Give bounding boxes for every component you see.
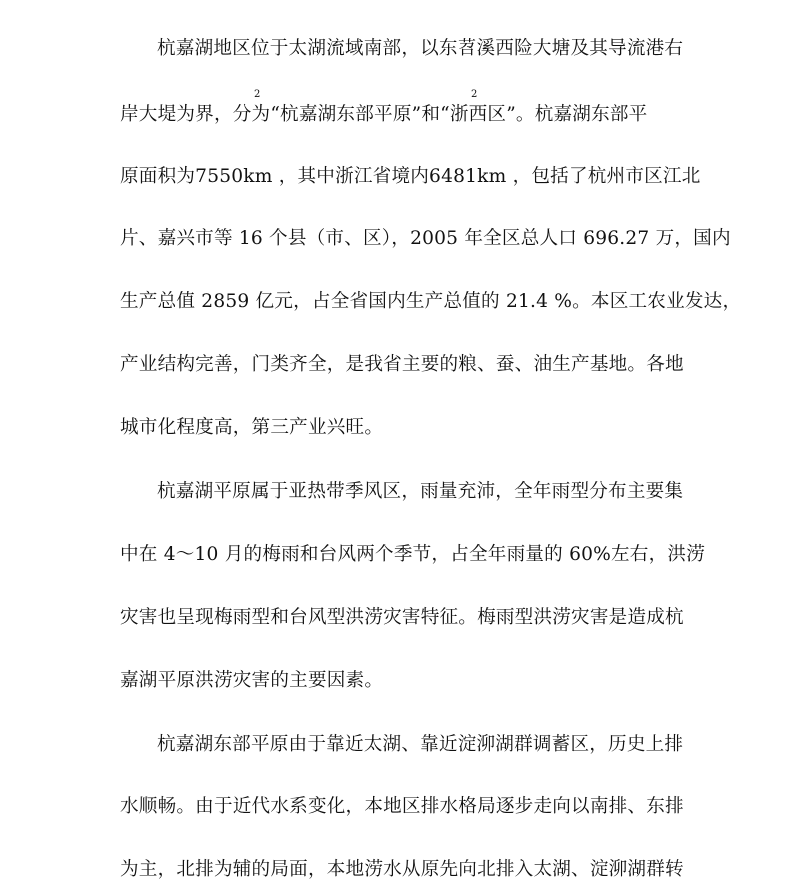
text-line-5: 生产总值 2859 亿元，占全省国内生产总值的 21.4 %。本区工农业发达， — [120, 291, 742, 312]
text-line-2: 岸大堤为界，分为“杭嘉湖东部平原”和“浙西区”。杭嘉湖东部平 — [120, 104, 648, 125]
text-line-4: 片、嘉兴市等 16 个县（市、区），2005 年全区总人口 696.27 万，国内 — [120, 228, 731, 249]
text-line-14: 为主，北排为辅的局面，本地涝水从原先向北排入太湖、淀泖湖群转 — [120, 859, 684, 880]
text-line-10: 灾害也呈现梅雨型和台风型洪涝灾害特征。梅雨型洪涝灾害是造成杭 — [120, 607, 684, 628]
text-line-13: 水顺畅。由于近代水系变化，本地区排水格局逐步走向以南排、东排 — [120, 796, 684, 817]
text-line-3: 原面积为7550km ，其中浙江省境内6481km ，包括了杭州市区江北 — [120, 166, 701, 187]
text-line-1: 杭嘉湖地区位于太湖流域南部，以东苕溪西险大塘及其导流港右 — [157, 38, 684, 59]
text-line-9: 中在 4～10 月的梅雨和台风两个季节，占全年雨量的 60%左右，洪涝 — [120, 544, 705, 565]
text-line-6: 产业结构完善，门类齐全，是我省主要的粮、蚕、油生产基地。各地 — [120, 354, 684, 375]
text-line-12: 杭嘉湖东部平原由于靠近太湖、靠近淀泖湖群调蓄区，历史上排 — [157, 734, 684, 755]
text-line-11: 嘉湖平原洪涝灾害的主要因素。 — [120, 670, 384, 691]
superscript-km2-1: 2 — [254, 89, 261, 100]
text-line-7: 城市化程度高，第三产业兴旺。 — [120, 417, 384, 438]
superscript-km2-2: 2 — [471, 89, 478, 100]
text-line-8: 杭嘉湖平原属于亚热带季风区，雨量充沛，全年雨型分布主要集 — [157, 481, 684, 502]
